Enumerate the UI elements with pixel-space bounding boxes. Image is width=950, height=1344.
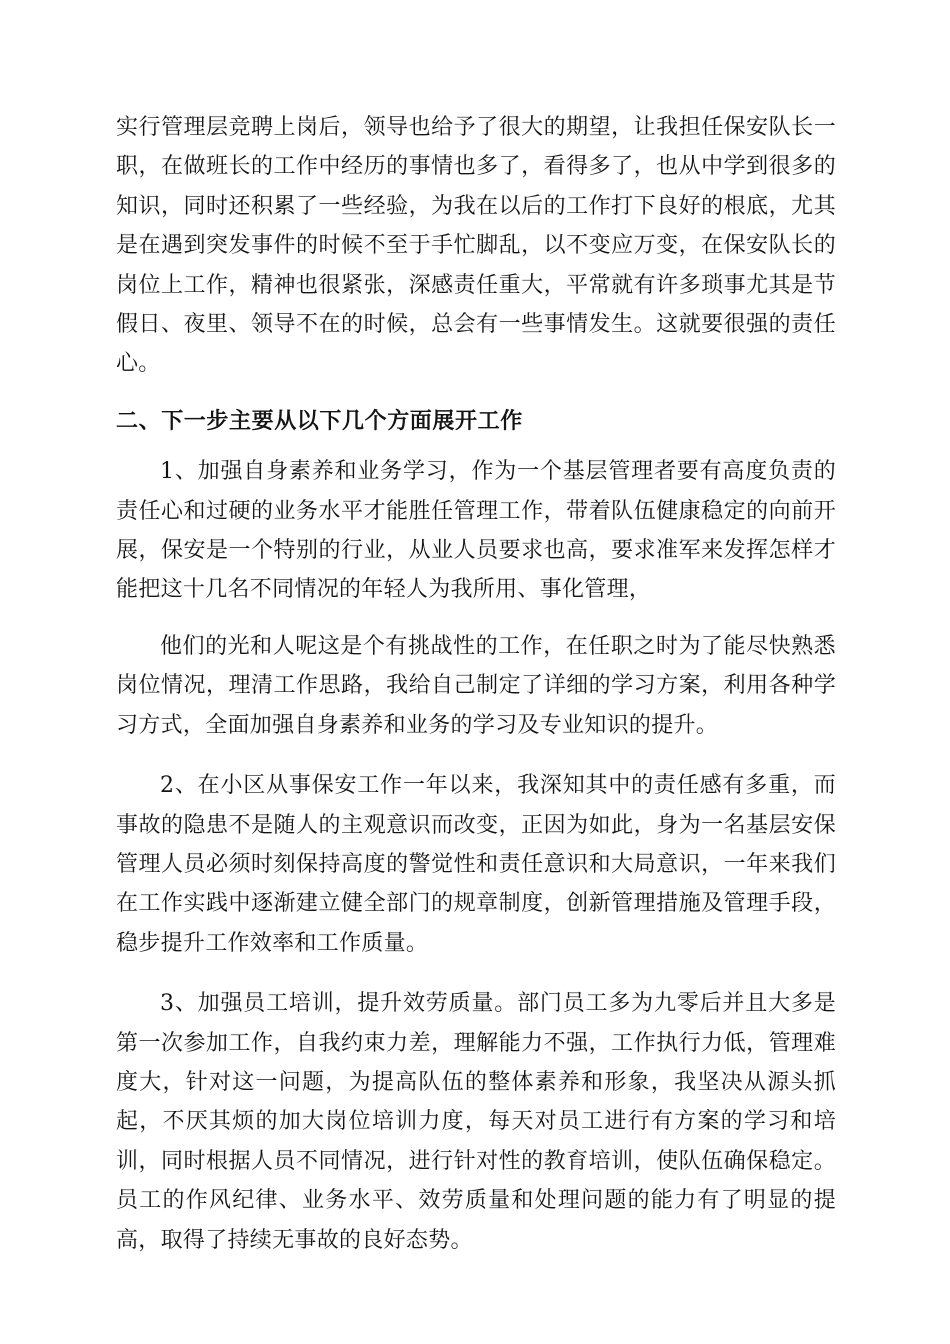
paragraph-continuation: 实行管理层竞聘上岗后，领导也给予了很大的期望，让我担任保安队长一职，在做班长的工作中经历的事情也多了，看得多了，也从中学到很多的知识，同时还积累了一些经验，为我在以后的工作打下良好的根底，尤其是在遇到突发事件的时候不至于手忙脚乱，以不变应万变，在保安队长的岗位上工作，精神也很紧张，深感责任重大，平常就有许多琐事尤其是节假日、夜里、领导不在的时候，总会有一些事情发生。这就要很强的责任心。 [116,115,836,377]
paragraph-item-1: 1、加强自身素养和业务学习，作为一个基层管理者要有高度负责的责任心和过硬的业务水平才能胜任管理工作，带着队伍健康稳定的向前开展，保安是一个特别的行业，从业人员要求也高，要求准军来发挥怎样才能把这十几名不同情况的年轻人为我所用、事化管理， [116,459,836,603]
section-heading: 二、下一步主要从以下几个方面展开工作 [116,408,523,434]
paragraph-item-2: 2、在小区从事保安工作一年以来，我深知其中的责任感有多重，而事故的隐患不是随人的主观意识而改变，正因为如此，身为一名基层安保管理人员必须时刻保持高度的警觉性和责任意识和大局意识，一年来我们在工作实践中逐渐建立健全部门的规章制度，创新管理措施及管理手段，稳步提升工作效率和工作质量。 [116,773,836,956]
document-body [116,108,836,1260]
paragraph-item-1-continued: 他们的光和人呢这是个有挑战性的工作，在任职之时为了能尽快熟悉岗位情况，理清工作思路，我给自己制定了详细的学习方案，利用各种学习方式，全面加强自身素养和业务的学习及专业知识的提升。 [116,633,836,738]
paragraph-item-3: 3、加强员工培训，提升效劳质量。部门员工多为九零后并且大多是第一次参加工作，自我约束力差，理解能力不强，工作执行力低，管理难度大，针对这一问题，为提高队伍的整体素养和形象，我坚决从源头抓起，不厌其烦的加大岗位培训力度，每天对员工进行有方案的学习和培训，同时根据人员不同情况，进行针对性的教育培训，使队伍确保稳定。员工的作风纪律、业务水平、效劳质量和处理问题的能力有了明显的提高，取得了持续无事故的良好态势。 [116,991,836,1253]
